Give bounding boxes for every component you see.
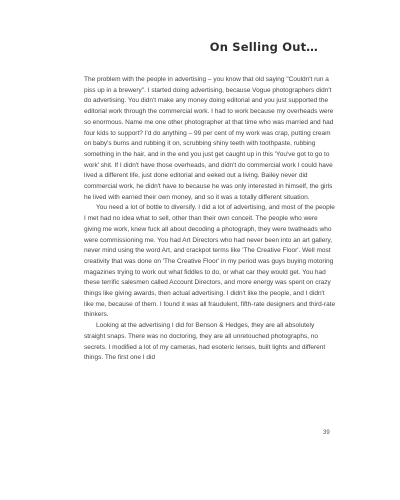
chapter-title: On Selling Out… <box>209 40 318 54</box>
paragraph: The problem with the people in advertising – you know that old saying "Couldn't run a piss up in a brewery". I started doing advertising, because Vogue photographers didn't do advertising. You didn't make any money doing editorial and you just supported the editorial work through the commercial work. I had to work because my overheads were so enormous. Name me one other photographer at that time who was married and had four kids to support? I'd do anything – 99 per cent of my work was crap, putting cream on baby's bums and rubbing it on, scrubbing shiny teeth with toothpaste, rubbing something in the hair, and in the end you just get caught up in this 'You've got to go to work' shit. If I didn't have those overheads, and didn't do commercial work I could have lived a different life, just done editorial and eeked out a living. Bailey never did commercial work, he didn't have to because he was only interested in himself, the girls he lived with earned their own money, and so it was a totally different situation. <box>84 76 334 201</box>
paragraph: Looking at the advertising I did for Benson & Hedges, they are all absolutely straight snaps. There was no doctoring, they are all unretouched photographs, no secrets. I modified a lot of my cameras, had esoteric lenses, built lights and different things. The first one I did <box>84 322 326 362</box>
paragraph: You need a lot of bottle to diversify. I did a lot of advertising, and most of the people I met had no idea what to sell, other than their own conceit. The people who were giving me work, knew fuck all about decoding a photograph, they were twatheads who were commissioning me. You had Art Directors who had never been into an art gallery, never mind using the word Art, and crackpot terms like 'The Creative Floor'. Well most creativity that was done on 'The Creative Floor' in my period was guys buying motoring magazines trying to work out what fiddles to do, or what car they would get. You had these terrific salesmen called Account Directors, and more energy was spent on crazy things like giving awards, then actual advertising. I didn't like the people, and I didn't like me, because of them. I found it was all fraudulent, fifth-rate designers and third-rate thinkers. <box>84 204 336 319</box>
body-text <box>84 75 336 364</box>
page-number: 39 <box>323 430 330 436</box>
